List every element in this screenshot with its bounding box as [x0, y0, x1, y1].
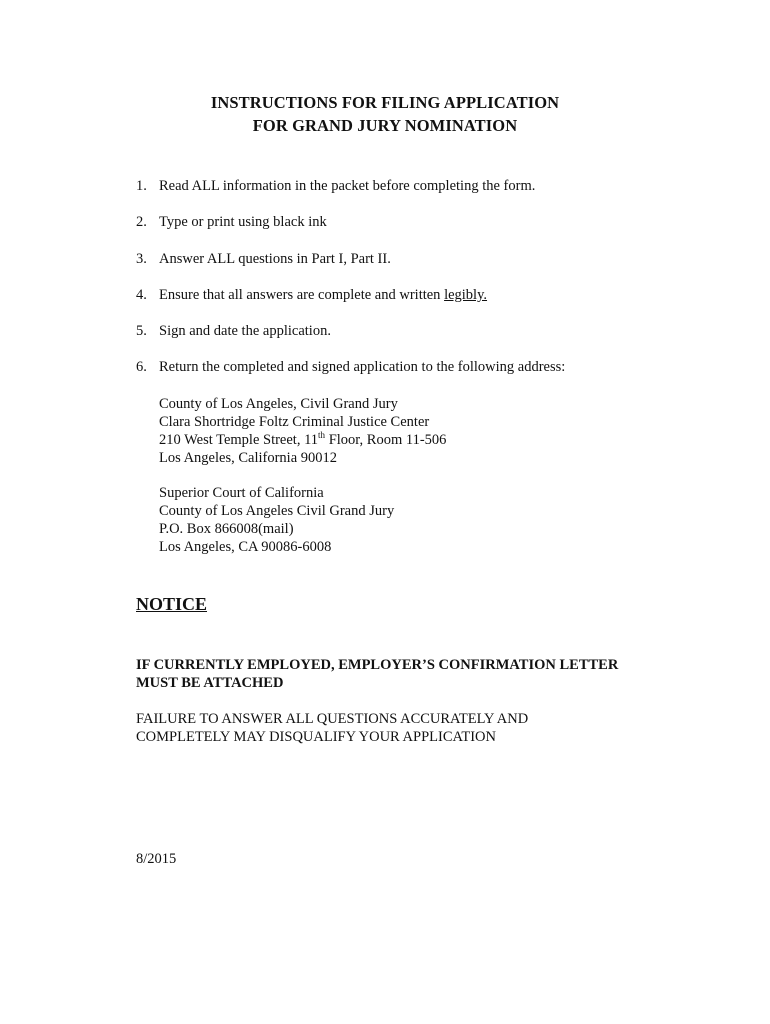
address-line	[159, 431, 446, 449]
instruction-text: Return the completed and signed application to the following address:	[159, 359, 566, 375]
address-street: 210 West Temple Street, 11	[159, 432, 319, 448]
warning-line: IF CURRENTLY EMPLOYED, EMPLOYER’S CONFIRMATION LETTER	[136, 657, 619, 673]
instruction-number: 1.	[136, 178, 147, 194]
address-line: Clara Shortridge Foltz Criminal Justice Center	[159, 414, 430, 430]
instruction-item-4	[136, 287, 487, 304]
address-floor-room: Floor, Room 11-506	[325, 432, 447, 448]
instruction-number: 2.	[136, 214, 147, 230]
instruction-number: 6.	[136, 359, 147, 375]
revision-date: 8/2015	[136, 851, 177, 867]
document-title-line-1: INSTRUCTIONS FOR FILING APPLICATION	[210, 93, 560, 112]
warning-line: COMPLETELY MAY DISQUALIFY YOUR APPLICATION	[136, 729, 496, 745]
address-ordinal-suffix: th	[318, 430, 326, 441]
instruction-item-1	[136, 178, 535, 195]
address-line: P.O. Box 866008(mail)	[159, 521, 294, 537]
address-line: Superior Court of California	[159, 485, 324, 501]
address-line: Los Angeles, California 90012	[159, 450, 338, 466]
instruction-emphasis: legibly.	[444, 287, 488, 303]
warning-line: FAILURE TO ANSWER ALL QUESTIONS ACCURATELY AND	[136, 711, 529, 727]
document-title-line-2: FOR GRAND JURY NOMINATION	[252, 116, 518, 135]
instruction-number: 4.	[136, 287, 147, 303]
notice-heading: NOTICE	[136, 594, 208, 614]
employment-warning	[136, 656, 656, 692]
instruction-number: 3.	[136, 251, 147, 267]
instruction-item-3	[136, 251, 391, 268]
instruction-item-2	[136, 214, 327, 231]
warning-line: MUST BE ATTACHED	[136, 675, 284, 691]
address-line: County of Los Angeles, Civil Grand Jury	[159, 396, 398, 412]
instruction-text: Ensure that all answers are complete and written	[159, 287, 445, 303]
instruction-text: Read ALL information in the packet before completing the form.	[159, 178, 536, 194]
instruction-item-5	[136, 323, 331, 340]
disqualification-warning	[136, 710, 656, 746]
mailing-address-2	[159, 484, 394, 556]
instruction-text: Type or print using black ink	[159, 214, 327, 230]
address-line: County of Los Angeles Civil Grand Jury	[159, 503, 395, 519]
instruction-text: Answer ALL questions in Part I, Part II.	[159, 251, 391, 267]
instruction-text: Sign and date the application.	[159, 323, 331, 339]
instruction-item-6	[136, 359, 565, 376]
address-line: Los Angeles, CA 90086-6008	[159, 539, 332, 555]
mailing-address-1	[159, 395, 446, 467]
instruction-number: 5.	[136, 323, 147, 339]
